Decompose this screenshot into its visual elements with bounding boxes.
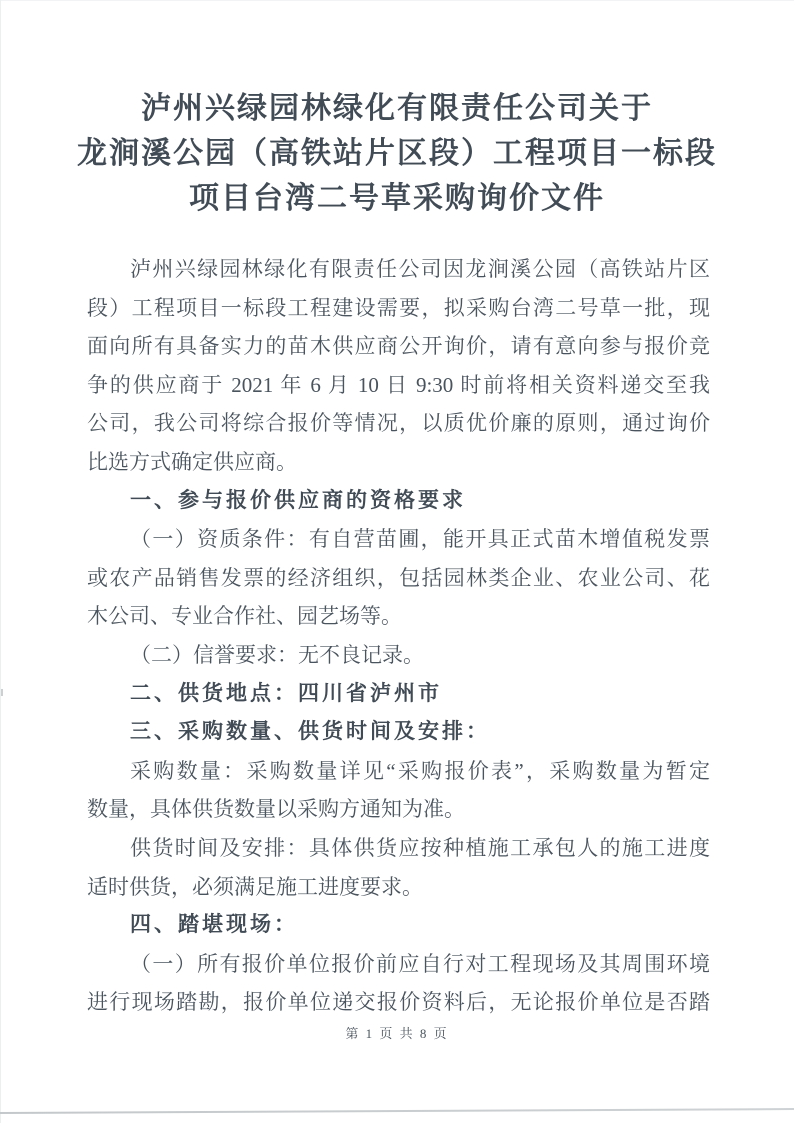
body-line: （一）所有报价单位报价前应自行对工程现场及其周围环境 <box>130 951 710 976</box>
body-line: 泸州兴绿园林绿化有限责任公司因龙涧溪公园（高铁站片区 <box>130 257 710 281</box>
scan-speck <box>1 689 3 696</box>
body-line: 木公司、专业合作社、园艺场等。 <box>87 604 402 629</box>
page-number: 第 1 页 共 8 页 <box>345 1026 449 1041</box>
body-line: 供货时间及安排：具体供货应按种植施工承包人的施工进度 <box>130 835 710 860</box>
body-line: 公司，我公司将综合报价等情况，以质优价廉的原则，通过询价 <box>87 411 710 436</box>
title-line: 项目台湾二号草采购询价文件 <box>189 182 605 215</box>
body-line: 数量，具体供货数量以采购方通知为准。 <box>87 797 465 822</box>
body-line: 进行现场踏勘，报价单位递交报价资料后，无论报价单位是否踏 <box>87 990 710 1015</box>
body-line: 面向所有具备实力的苗木供应商公开询价，请有意向参与报价竞 <box>87 334 710 359</box>
section-heading: 三、采购数量、供货时间及安排： <box>130 720 490 744</box>
body-line: 段）工程项目一标段工程建设需要，拟采购台湾二号草一批，现 <box>87 295 710 320</box>
title-line: 龙涧溪公园（高铁站片区段）工程项目一标段 <box>77 137 717 170</box>
body-line: （二）信誉要求：无不良记录。 <box>130 642 424 667</box>
document-body <box>87 250 710 1022</box>
body-line: 适时供货，必须满足施工进度要求。 <box>87 874 423 899</box>
document-title <box>0 86 794 221</box>
body-line: 争的供应商于 2021 年 6 月 10 日 9:30 时前将相关资料递交至我 <box>87 372 710 397</box>
section-heading: 一、参与报价供应商的资格要求 <box>130 488 466 512</box>
body-line: （一）资质条件：有自营苗圃，能开具正式苗木增值税发票 <box>130 527 710 552</box>
body-line: 或农产品销售发票的经济组织，包括园林类企业、农业公司、花 <box>87 565 710 590</box>
section-heading: 二、供货地点：四川省泸州市 <box>130 681 442 705</box>
scan-edge-line <box>0 1108 794 1114</box>
title-line: 泸州兴绿园林绿化有限责任公司关于 <box>141 92 653 125</box>
body-line: 比选方式确定供应商。 <box>87 449 297 474</box>
section-heading: 四、踏堪现场： <box>130 913 298 937</box>
body-line: 采购数量：采购数量详见“采购报价表”，采购数量为暂定 <box>130 758 710 783</box>
